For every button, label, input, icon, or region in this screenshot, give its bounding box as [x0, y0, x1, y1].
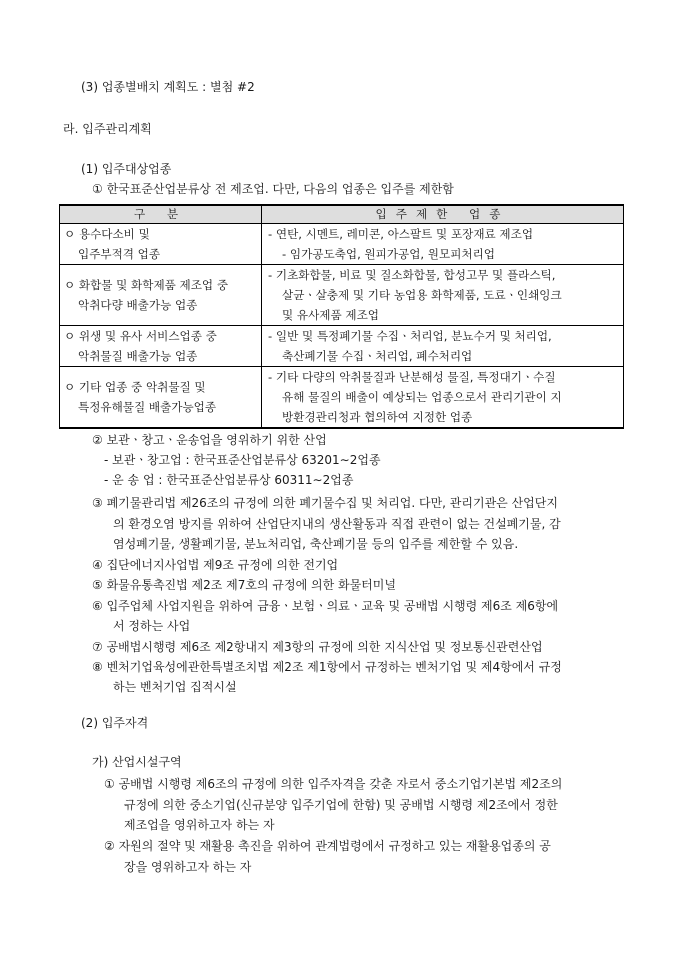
item-8-line-2: 하는 벤처기업 집적시설 — [113, 680, 237, 694]
restricted-cell: - 기초화합물, 비료 및 질소화합물, 합성고무 및 플라스틱, 살균ㆍ살충제 및 기타 농업용 화학제품, 도료ㆍ인쇄잉크 및 유사제품 제조업 — [262, 265, 624, 326]
industrial-zone-heading: 가) 산업시설구역 — [92, 755, 182, 769]
category-cell: ㅇ 기타 업종 중 악취물질 및 특정유해물질 배출가능업종 — [60, 367, 262, 429]
qualification-heading: (2) 입주자격 — [81, 716, 149, 730]
layout-plan-line: (3) 업종별배치 계획도 : 별첨 #2 — [81, 80, 255, 94]
table-row — [60, 367, 624, 429]
header-restricted-industry: 입주제한 업종 — [262, 205, 624, 224]
qualification-1-line-2: 규정에 의한 중소기업(신규분양 입주기업에 한함) 및 공배법 시행령 제2조에서 정한 — [124, 798, 558, 812]
category-cell: ㅇ 위생 및 유사 서비스업종 중 악취물질 배출가능 업종 — [60, 326, 262, 367]
restriction-table — [59, 204, 624, 429]
table-row — [60, 224, 624, 265]
item-8-line-1: ⑧ 벤처기업육성에관한특별조치법 제2조 제1항에서 규정하는 벤처기업 및 제4항에서 규정 — [92, 660, 562, 674]
qualification-2-line-1: ② 자원의 절약 및 재활용 촉진을 위하여 관계법령에서 규정하고 있는 재활용업종의 공 — [104, 839, 551, 853]
item-3-line-3: 염성폐기물, 생활폐기물, 분뇨처리업, 축산폐기물 등의 입주를 제한할 수 있음. — [113, 537, 519, 551]
subsection-heading: (1) 입주대상업종 — [81, 162, 172, 176]
section-heading: 라. 입주관리계획 — [63, 122, 152, 136]
item-2-text: ② 보관ㆍ창고ㆍ운송업을 영위하기 위한 산업 — [92, 433, 327, 447]
table-row — [60, 326, 624, 367]
item-5-text: ⑤ 화물유통촉진법 제2조 제7호의 규정에 의한 화물터미널 — [92, 578, 396, 592]
category-cell: ㅇ 용수다소비 및 입주부적격 업종 — [60, 224, 262, 265]
item-2b-text: - 운 송 업 : 한국표준산업분류상 60311∼2업종 — [104, 473, 354, 487]
table-row — [60, 265, 624, 326]
item-3-line-2: 의 환경오염 방지를 위하여 산업단지내의 생산활동과 직접 관련이 없는 건설폐기물, 감 — [113, 517, 561, 531]
item-2a-text: - 보관ㆍ창고업 : 한국표준산업분류상 63201∼2업종 — [104, 453, 381, 467]
item-3-line-1: ③ 폐기물관리법 제26조의 규정에 의한 폐기물수집 및 처리업. 다만, 관리기관은 산업단지 — [92, 496, 558, 510]
qualification-1-line-1: ① 공배법 시행령 제6조의 규정에 의한 입주자격을 갖춘 자로서 중소기업기본법 제2조의 — [104, 777, 563, 791]
restricted-cell: - 연탄, 시멘트, 레미콘, 아스팔트 및 포장재료 제조업 - 임가공도축업, 원피가공업, 원모피처리업 — [262, 224, 624, 265]
item-6-line-2: 서 정하는 사업 — [113, 619, 191, 633]
qualification-1-line-3: 제조업을 영위하고자 하는 자 — [124, 818, 275, 832]
qualification-2-line-2: 장을 영위하고자 하는 자 — [124, 860, 252, 874]
item-7-text: ⑦ 공배법시행령 제6조 제2항내지 제3항의 규정에 의한 지식산업 및 정보통신관련산업 — [92, 640, 543, 654]
table-header-row — [60, 205, 624, 224]
header-category: 구 분 — [60, 205, 262, 224]
item-6-line-1: ⑥ 입주업체 사업지원을 위하여 금융ㆍ보험ㆍ의료ㆍ교육 및 공배법 시행령 제6조 제6항에 — [92, 599, 559, 613]
item-4-text: ④ 집단에너지사업법 제9조 규정에 의한 전기업 — [92, 558, 339, 572]
item-1-text: ① 한국표준산업분류상 전 제조업. 다만, 다음의 업종은 입주를 제한함 — [92, 182, 454, 196]
restricted-cell: - 기타 다량의 악취물질과 난분해성 물질, 특정대기ㆍ수질 유해 물질의 배출이 예상되는 업종으로서 관리기관이 지 방환경관리청과 협의하여 지정한 업종 — [262, 367, 624, 429]
restricted-cell: - 일반 및 특정폐기물 수집ㆍ처리업, 분뇨수거 및 처리업, 축산폐기물 수집ㆍ처리업, 폐수처리업 — [262, 326, 624, 367]
category-cell: ㅇ 화합물 및 화학제품 제조업 중 악취다량 배출가능 업종 — [60, 265, 262, 326]
